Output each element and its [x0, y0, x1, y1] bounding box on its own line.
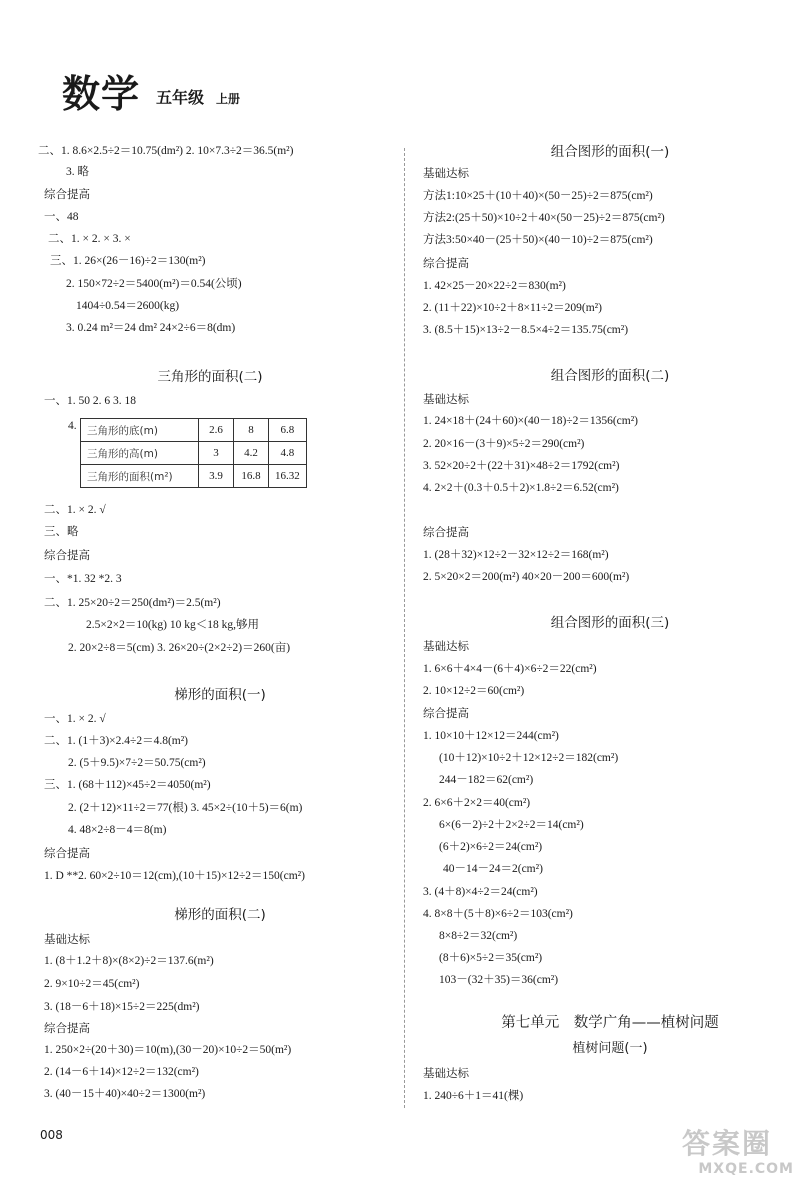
- answer-line: 4. 2×2＋(0.3＋0.5＋2)×1.8÷2＝6.52(cm²): [423, 482, 619, 494]
- table-cell: 3: [199, 442, 234, 465]
- answer-line: (8＋6)×5÷2＝35(cm²): [439, 952, 543, 964]
- answer-line: 3. (8.5＋15)×13÷2－8.5×4÷2＝135.75(cm²): [423, 324, 629, 336]
- answer-line: 3. (40－15＋40)×40÷2＝1300(m²): [44, 1088, 206, 1100]
- answer-line: (6＋2)×6÷2＝24(cm²): [439, 841, 543, 853]
- table-cell: 三角形的面积(m²): [81, 465, 199, 488]
- section-title: 组合图形的面积(二): [550, 368, 670, 384]
- answer-line: 2.5×2×2＝10(kg) 10 kg＜18 kg,够用: [86, 619, 260, 631]
- answer-line: 3. 0.24 m²＝24 dm² 24×2÷6＝8(dm): [66, 322, 236, 334]
- answer-line: 一、*1. 32 *2. 3: [44, 573, 122, 585]
- section-label: 基础达标: [423, 392, 469, 406]
- watermark: [682, 1128, 802, 1188]
- table-cell: 16.32: [269, 465, 307, 488]
- answer-line: 2. (14－6＋14)×12÷2＝132(cm²): [44, 1066, 199, 1078]
- answer-line: 1404÷0.54＝2600(kg): [76, 300, 180, 312]
- answer-line: 244－182＝62(cm²): [439, 774, 534, 786]
- section-title: 梯形的面积(二): [174, 907, 266, 923]
- answer-line: 方法2:(25＋50)×10÷2＋40×(50－25)÷2＝875(cm²): [423, 212, 665, 224]
- answer-line: 1. 250×2÷(20＋30)＝10(m),(30－20)×10÷2＝50(m²): [44, 1044, 292, 1056]
- subject-title: 数学: [62, 72, 141, 116]
- answer-line: 1. (8＋1.2＋8)×(8×2)÷2＝137.6(m²): [44, 955, 214, 967]
- answer-line: 1. 24×18＋(24＋60)×(40－18)÷2＝1356(cm²): [423, 415, 639, 427]
- answer-line: 二、1. × 2. × 3. ×: [48, 233, 131, 245]
- answer-line: 三、略: [44, 526, 79, 538]
- grade-label: 五年级: [156, 88, 205, 107]
- volume-label: 上册: [216, 92, 241, 106]
- section-label: 综合提高: [44, 1021, 90, 1035]
- section-label: 基础达标: [423, 639, 469, 653]
- section-title: 植树问题(一): [572, 1041, 648, 1056]
- table-cell: 4.2: [234, 442, 269, 465]
- answer-line: 40－14－24＝2(cm²): [443, 863, 543, 875]
- table-cell: 2.6: [199, 419, 234, 442]
- answer-line: 三、1. 26×(26－16)÷2＝130(m²): [50, 255, 206, 267]
- answer-line: 1. (28＋32)×12÷2－32×12÷2＝168(m²): [423, 549, 609, 561]
- unit-title: 第七单元 数学广角——植树问题: [501, 1015, 719, 1031]
- table-row: [81, 419, 307, 442]
- answer-line: 2. 6×6＋2×2＝40(cm²): [423, 797, 531, 809]
- answer-line: 4. 8×8＋(5＋8)×6÷2＝103(cm²): [423, 908, 573, 920]
- answer-line: 2. 9×10÷2＝45(cm²): [44, 978, 140, 990]
- answer-line: 103－(32＋35)＝36(cm²): [439, 974, 559, 986]
- table-number: 4.: [68, 420, 77, 432]
- answer-line: 3. (4＋8)×4÷2＝24(cm²): [423, 886, 538, 898]
- watermark-bottom: MXQE.COM: [698, 1161, 794, 1177]
- section-label: 综合提高: [423, 525, 469, 539]
- table-cell: 三角形的底(m): [81, 419, 199, 442]
- section-label: 综合提高: [44, 548, 90, 562]
- section-title: 组合图形的面积(一): [550, 144, 670, 160]
- answer-line: 3. (18－6＋18)×15÷2＝225(dm²): [44, 1001, 200, 1013]
- answer-line: 二、1. 25×20÷2＝250(dm²)＝2.5(m²): [44, 597, 221, 609]
- table-row: [81, 442, 307, 465]
- answer-line: 方法3:50×40－(25＋50)×(40－10)÷2＝875(cm²): [423, 234, 653, 246]
- watermark-top: 答案圈: [682, 1127, 773, 1160]
- section-label: 综合提高: [44, 846, 90, 860]
- answer-line: 2. 150×72÷2＝5400(m²)＝0.54(公顷): [66, 278, 242, 290]
- section-label: 基础达标: [423, 166, 469, 180]
- answer-line: 二、1. × 2. √: [44, 504, 106, 516]
- answer-line: (10＋12)×10÷2＋12×12÷2＝182(cm²): [439, 752, 619, 764]
- answer-line: 2. (2＋12)×11÷2＝77(根) 3. 45×2÷(10＋5)＝6(m): [68, 802, 303, 814]
- answer-line: 一、1. × 2. √: [44, 713, 106, 725]
- answer-line: 1. 10×10＋12×12＝244(cm²): [423, 730, 559, 742]
- answer-line: 2. 5×20×2＝200(m²) 40×20－200＝600(m²): [423, 571, 630, 583]
- answer-line: 2. 10×12÷2＝60(cm²): [423, 685, 525, 697]
- answer-line: 1. 6×6＋4×4－(6＋4)×6÷2＝22(cm²): [423, 663, 597, 675]
- section-label: 综合提高: [423, 256, 469, 270]
- answer-line: 1. 240÷6＋1＝41(棵): [423, 1090, 524, 1102]
- answer-line: 6×(6－2)÷2＋2×2÷2＝14(cm²): [439, 819, 584, 831]
- answer-line: 1. 42×25－20×22÷2＝830(m²): [423, 280, 566, 292]
- answer-line: 二、1. 8.6×2.5÷2＝10.75(dm²) 2. 10×7.3÷2＝36.5(m²): [38, 145, 294, 157]
- table-cell: 三角形的高(m): [81, 442, 199, 465]
- answer-line: 方法1:10×25＋(10＋40)×(50－25)÷2＝875(cm²): [423, 190, 653, 202]
- answer-line: 2. (11＋22)×10÷2＋8×11÷2＝209(m²): [423, 302, 602, 314]
- table-cell: 8: [234, 419, 269, 442]
- answer-line: 8×8÷2＝32(cm²): [439, 930, 518, 942]
- answer-line: 1. D **2. 60×2÷10＝12(cm),(10＋15)×12÷2＝150(cm²): [44, 870, 305, 882]
- section-label: 综合提高: [44, 187, 90, 201]
- table-cell: 4.8: [269, 442, 307, 465]
- section-label: 基础达标: [44, 932, 90, 946]
- answer-line: 2. 20×16－(3＋9)×5÷2＝290(cm²): [423, 438, 585, 450]
- table-cell: 6.8: [269, 419, 307, 442]
- section-label: 综合提高: [423, 706, 469, 720]
- answer-line: 3. 52×20÷2＋(22＋31)×48÷2＝1792(cm²): [423, 460, 620, 472]
- triangle-area-table: [80, 418, 307, 488]
- page-header: [62, 70, 240, 114]
- answer-line: 一、1. 50 2. 6 3. 18: [44, 395, 136, 407]
- table-cell: 16.8: [234, 465, 269, 488]
- answer-line: 3. 略: [66, 166, 89, 178]
- section-title: 三角形的面积(二): [157, 369, 263, 385]
- section-label: 基础达标: [423, 1066, 469, 1080]
- answer-line: 2. 20×2÷8＝5(cm) 3. 26×20÷(2×2÷2)＝260(亩): [68, 642, 291, 654]
- page-number: 008: [40, 1128, 63, 1142]
- section-title: 组合图形的面积(三): [550, 615, 670, 631]
- answer-line: 2. (5＋9.5)×7÷2＝50.75(cm²): [68, 757, 206, 769]
- answer-line: 4. 48×2÷8－4＝8(m): [68, 824, 167, 836]
- answer-line: 二、1. (1＋3)×2.4÷2＝4.8(m²): [44, 735, 189, 747]
- answer-line: 一、48: [44, 211, 79, 223]
- table-cell: 3.9: [199, 465, 234, 488]
- table-row: [81, 465, 307, 488]
- answer-line: 三、1. (68＋112)×45÷2＝4050(m²): [44, 779, 211, 791]
- section-title: 梯形的面积(一): [174, 687, 266, 703]
